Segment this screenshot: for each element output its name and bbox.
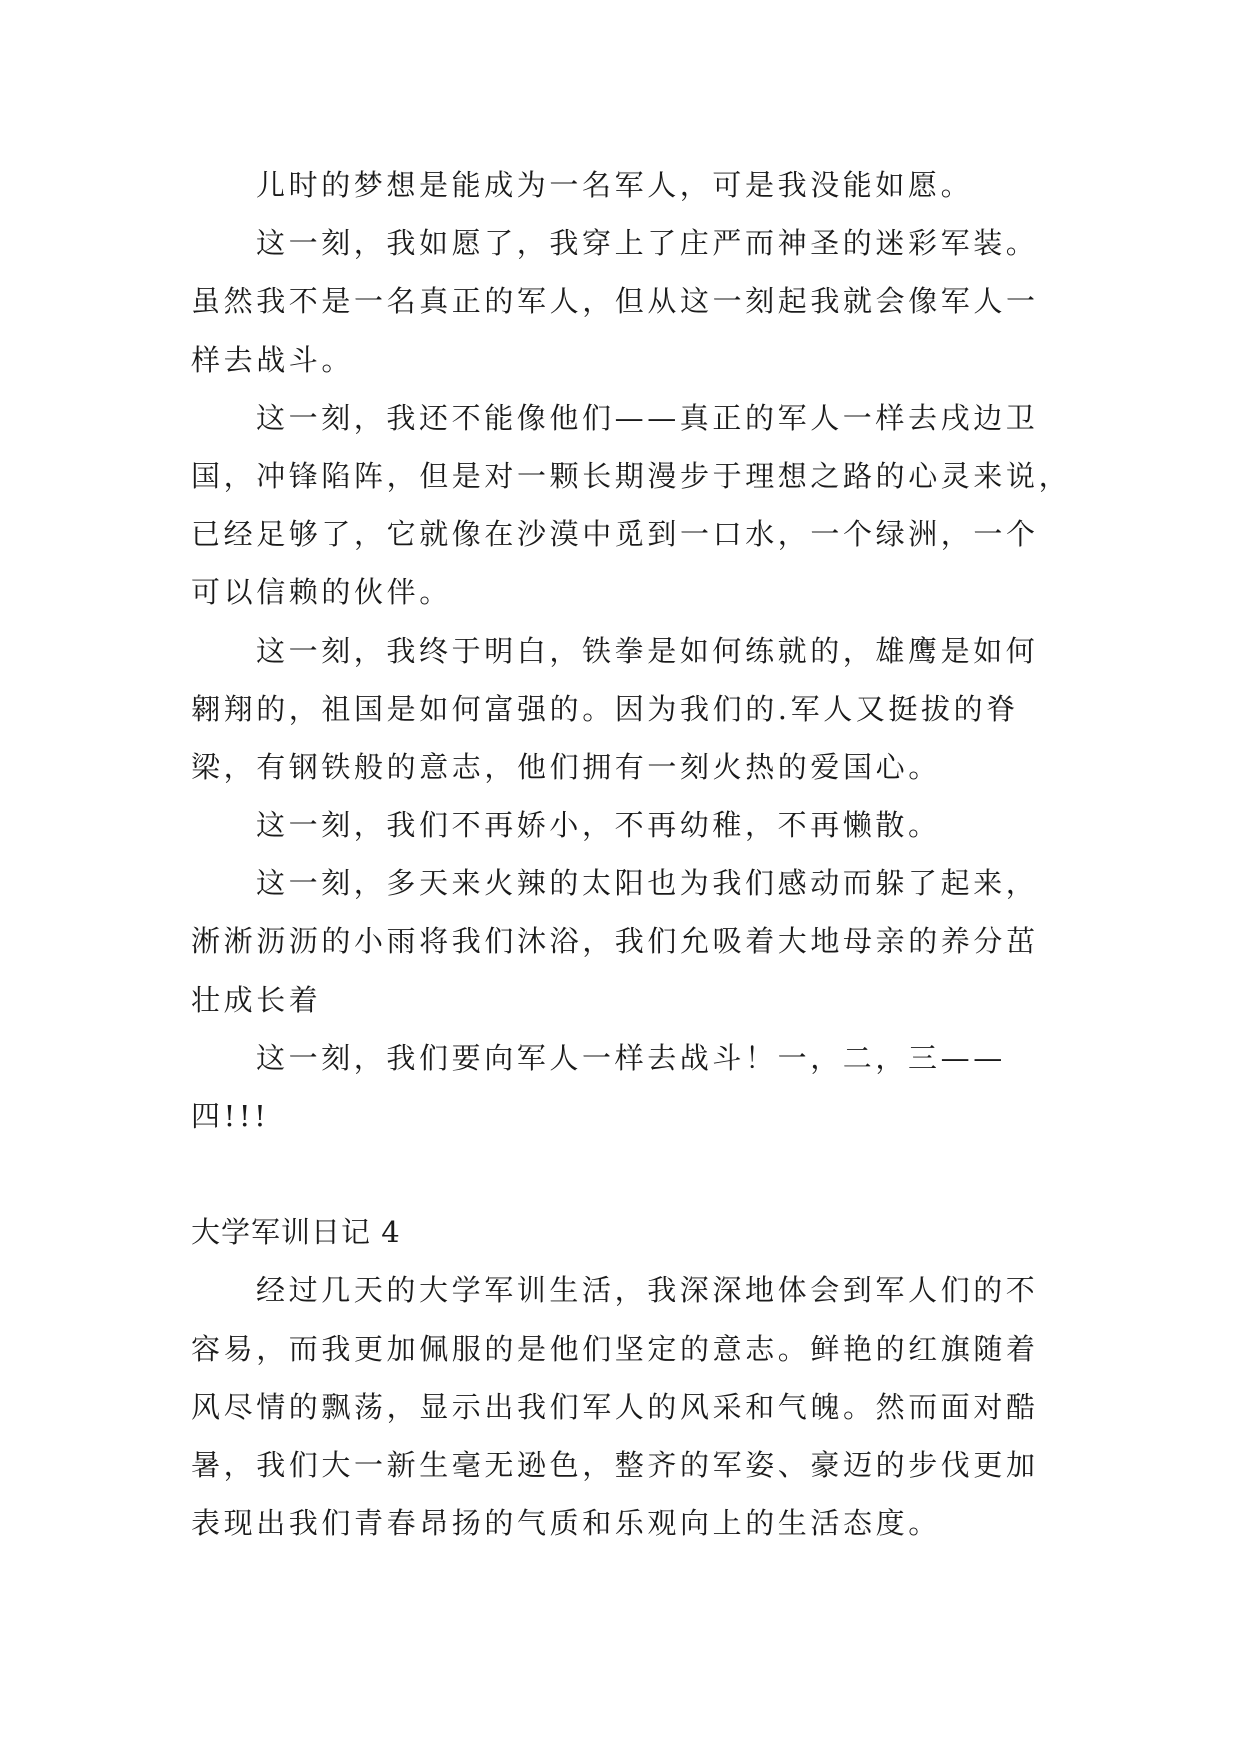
text-line: 可以信赖的伙伴。: [191, 575, 452, 610]
text-line: 这一刻，我如愿了，我穿上了庄严而神圣的迷彩军装。: [256, 226, 1039, 261]
text-line: 经过几天的大学军训生活，我深深地体会到军人们的不: [256, 1273, 1039, 1308]
text-line: 样去战斗。: [191, 342, 355, 377]
text-line: 梁，有钢铁般的意志，他们拥有一刻火热的爱国心。: [191, 749, 941, 784]
text-line: 壮成长着: [191, 982, 322, 1017]
paragraph-block-2: [191, 1261, 1051, 1552]
text-line: 这一刻，我终于明白，铁拳是如何练就的，雄鹰是如何: [256, 633, 1039, 668]
text-line: 暑，我们大一新生毫无逊色，整齐的军姿、豪迈的步伐更加: [191, 1447, 1039, 1482]
section-heading: 大学军训日记 4: [191, 1215, 401, 1250]
document-page: [191, 156, 1072, 1552]
text-line: 风尽情的飘荡，显示出我们军人的风采和气魄。然而面对酷: [191, 1389, 1039, 1424]
text-line: 容易，而我更加佩服的是他们坚定的意志。鲜艳的红旗随着: [191, 1331, 1039, 1366]
text-line: 四!!!: [191, 1099, 270, 1133]
text-line: 这一刻，我们不再娇小，不再幼稚，不再懒散。: [256, 808, 941, 843]
text-line: 这一刻，我们要向军人一样去战斗！一，二，三——: [256, 1040, 1006, 1075]
paragraph-block-1: [191, 156, 1072, 1145]
text-line: 已经足够了，它就像在沙漠中觅到一口水，一个绿洲，一个: [191, 517, 1039, 552]
section-gap: [191, 1145, 1051, 1203]
text-line: 国，冲锋陷阵，但是对一颗长期漫步于理想之路的心灵来说，: [191, 458, 1072, 493]
text-line: 翱翔的，祖国是如何富强的。因为我们的.军人又挺拔的脊: [191, 691, 1019, 726]
text-line: 这一刻，多天来火辣的太阳也为我们感动而躲了起来，: [256, 866, 1039, 901]
text-line: 虽然我不是一名真正的军人，但从这一刻起我就会像军人一: [191, 284, 1039, 319]
text-line: 表现出我们青春昂扬的气质和乐观向上的生活态度。: [191, 1506, 941, 1541]
text-line: 儿时的梦想是能成为一名军人，可是我没能如愿。: [256, 168, 974, 202]
text-line: 这一刻，我还不能像他们——真正的军人一样去戌边卫: [256, 400, 1039, 435]
text-line: 淅淅沥沥的小雨将我们沐浴，我们允吸着大地母亲的养分茁: [191, 924, 1039, 959]
